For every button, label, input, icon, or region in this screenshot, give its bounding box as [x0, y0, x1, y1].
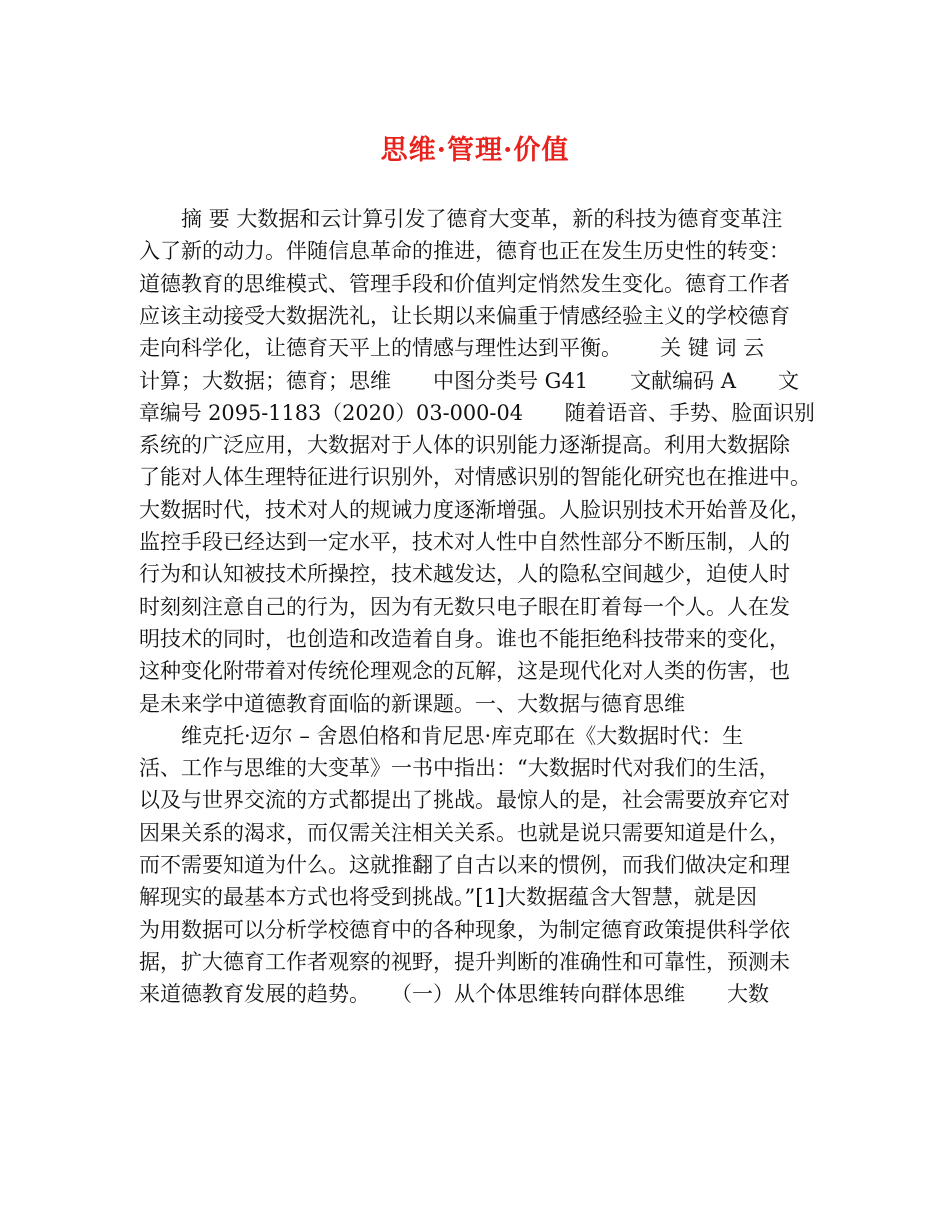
text-line: 道德教育的思维模式、管理手段和价值判定悄然发生变化。德育工作者	[139, 271, 790, 296]
text-line: 应该主动接受大数据洗礼，让长期以来偏重于情感经验主义的学校德育	[139, 303, 790, 328]
text-line: 以及与世界交流的方式都提出了挑战。最惊人的是，社会需要放弃它对	[139, 788, 790, 813]
text-line: 是未来学中道德教育面临的新课题。一、大数据与德育思维	[139, 691, 685, 716]
text-line: 因果关系的渴求，而仅需关注相关关系。也就是说只需要知道是什么，	[139, 820, 790, 845]
text-line: 来道德教育发展的趋势。 （一）从个体思维转向群体思维 大数	[139, 982, 769, 1007]
text-line: 大数据时代，技术对人的规诫力度逐渐增强。人脸识别技术开始普及化，	[139, 497, 811, 522]
text-line: 活、工作与思维的大变革》一书中指出：“大数据时代对我们的生活，	[139, 756, 780, 781]
text-line: 入了新的动力。伴随信息革命的推进，德育也正在发生历史性的转变：	[139, 239, 790, 264]
text-line: 而不需要知道为什么。这就推翻了自古以来的惯例，而我们做决定和理	[139, 853, 790, 877]
text-line: 计算；大数据；德育；思维 中图分类号 G41 文献编码 A 文	[139, 368, 800, 393]
text-line: 维克托·迈尔 – 舍恩伯格和肯尼思·库克耶在《大数据时代：生	[139, 723, 744, 748]
text-line: 时刻刻注意自己的行为，因为有无数只电子眼在盯着每一个人。人在发	[139, 594, 790, 619]
text-line: 明技术的同时，也创造和改造着自身。谁也不能拒绝科技带来的变化，	[139, 626, 790, 651]
text-line: 据，扩大德育工作者观察的视野，提升判断的准确性和可靠性，预测未	[139, 949, 790, 974]
text-line: 解现实的最基本方式也将受到挑战。”[1]大数据蕴含大智慧，就是因	[139, 885, 757, 910]
text-line: 这种变化附带着对传统伦理观念的瓦解，这是现代化对人类的伤害，也	[139, 659, 790, 684]
text-line: 系统的广泛应用，大数据对于人体的识别能力逐渐提高。利用大数据除	[139, 433, 790, 458]
page-title: 思维·管理·价值	[380, 135, 570, 166]
text-line: 摘 要 大数据和云计算引发了德育大变革，新的科技为德育变革注	[139, 207, 783, 231]
text-line: 了能对人体生理特征进行识别外，对情感识别的智能化研究也在推进中。	[139, 465, 811, 490]
text-line: 监控手段已经达到一定水平，技术对人性中自然性部分不断压制，人的	[139, 530, 790, 554]
text-line: 行为和认知被技术所操控，技术越发达，人的隐私空间越少，迫使人时	[139, 562, 790, 587]
text-line: 为用数据可以分析学校德育中的各种现象，为制定德育政策提供科学依	[139, 917, 790, 942]
text-line: 走向科学化，让德育天平上的情感与理性达到平衡。 关 键 词 云	[139, 336, 765, 361]
text-line: 章编号 2095-1183（2020）03-000-04 随着语音、手势、脸面识别	[139, 400, 815, 425]
